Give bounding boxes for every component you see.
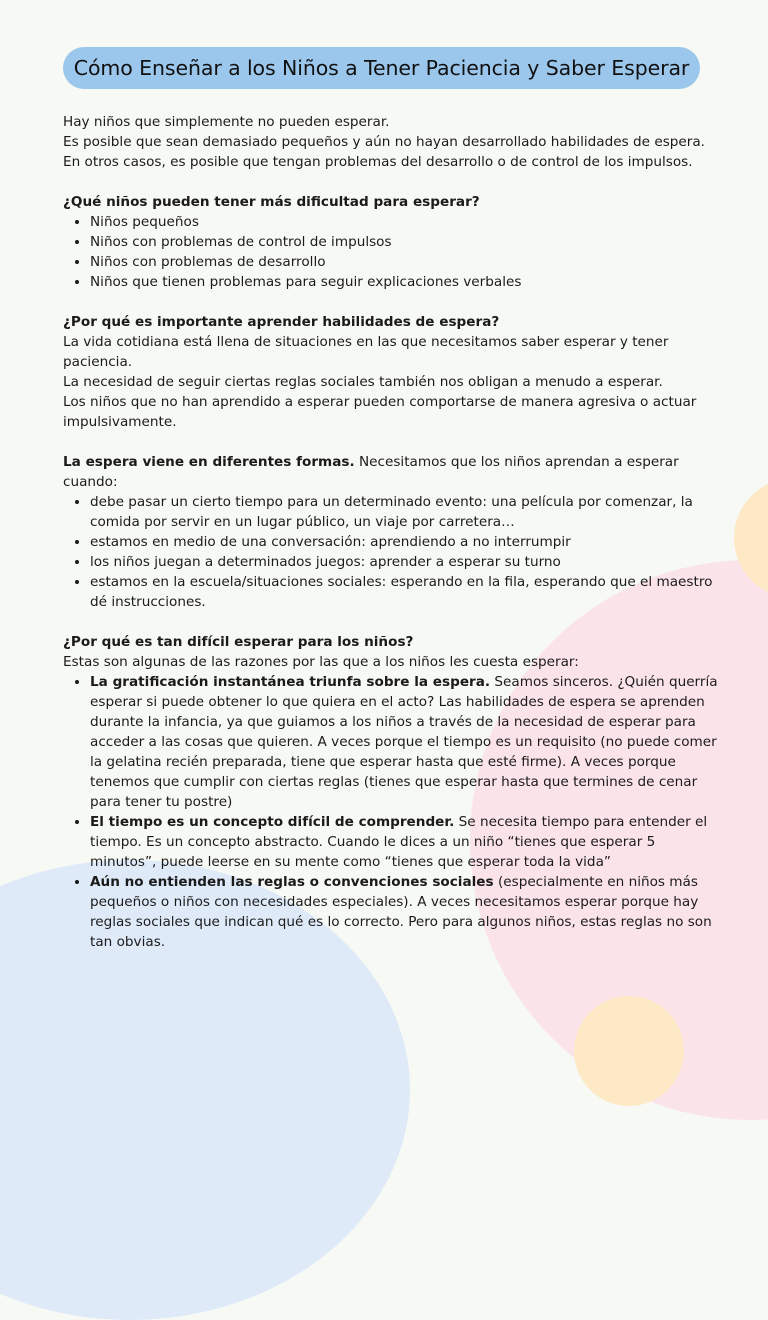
section-heading: ¿Qué niños pueden tener más dificultad para esperar? (63, 194, 480, 210)
list-item: • La gratificación instantánea triunfa sobre la espera. Seamos sinceros. ¿Quién querría esperar si puede obtener lo que quiera en el acto? Las habilidades de espera se aprenden durante la infancia, ya que guiamos a los niños a través de la necesidad de esperar para acceder a las cosas que quieren. A veces porque el tiempo es un requisito (no puede comer la gelatina recién preparada, tiene que esperar hasta que esté firme). A veces porque tenemos que cumplir con ciertas reglas (tienes que esperar hasta que termines de cenar para tener tu postre) (90, 672, 723, 812)
bullet-list (63, 212, 723, 292)
document-body (63, 112, 723, 952)
decorative-yellow-circle-bottom (574, 996, 684, 1106)
list-item: • los niños juegan a determinados juegos: aprender a esperar su turno (90, 552, 723, 572)
intro-line: En otros casos, es posible que tengan problemas del desarrollo o de control de los impulsos. (63, 154, 693, 170)
list-item: • debe pasar un cierto tiempo para un determinado evento: una película por comenzar, la comida por servir en un lugar público, un viaje por carretera… (90, 492, 723, 532)
bullet-list (63, 672, 723, 952)
list-item: • estamos en la escuela/situaciones sociales: esperando en la fila, esperando que el maestro dé instrucciones. (90, 572, 723, 612)
paragraph: Estas son algunas de las razones por las que a los niños les cuesta esperar: (63, 654, 579, 670)
paragraph: La espera viene en diferentes formas. Necesitamos que los niños aprendan a esperar cuando: (63, 454, 679, 490)
intro-line: Hay niños que simplemente no pueden esperar. (63, 114, 390, 130)
intro-line: Es posible que sean demasiado pequeños y aún no hayan desarrollado habilidades de espera. (63, 134, 706, 150)
paragraph: La necesidad de seguir ciertas reglas sociales también nos obligan a menudo a esperar. (63, 374, 663, 390)
list-item: • estamos en medio de una conversación: aprendiendo a no interrumpir (90, 532, 723, 552)
list-item: • Niños que tienen problemas para seguir explicaciones verbales (90, 272, 723, 292)
list-item: • Niños con problemas de control de impulsos (90, 232, 723, 252)
section-heading: ¿Por qué es importante aprender habilidades de espera? (63, 314, 500, 330)
page-title: Cómo Enseñar a los Niños a Tener Paciencia y Saber Esperar (73, 56, 690, 80)
list-item: • Niños pequeños (90, 212, 723, 232)
list-item: • Niños con problemas de desarrollo (90, 252, 723, 272)
paragraph: Los niños que no han aprendido a esperar pueden comportarse de manera agresiva o actuar impulsivamente. (63, 394, 697, 430)
bullet-list (63, 492, 723, 612)
paragraph: La vida cotidiana está llena de situaciones en las que necesitamos saber esperar y tener paciencia. (63, 334, 669, 370)
section-heading: ¿Por qué es tan difícil esperar para los niños? (63, 634, 414, 650)
list-item: • Aún no entienden las reglas o convenciones sociales (especialmente en niños más pequeños o niños con necesidades especiales). A veces necesitamos esperar porque hay reglas sociales que indican qué es lo correcto. Pero para algunos niños, estas reglas no son tan obvias. (90, 872, 723, 952)
title-banner (63, 47, 700, 89)
list-item: • El tiempo es un concepto difícil de comprender. Se necesita tiempo para entender el tiempo. Es un concepto abstracto. Cuando le dices a un niño “tienes que esperar 5 minutos”, puede leerse en su mente como “tienes que esperar toda la vida” (90, 812, 723, 872)
